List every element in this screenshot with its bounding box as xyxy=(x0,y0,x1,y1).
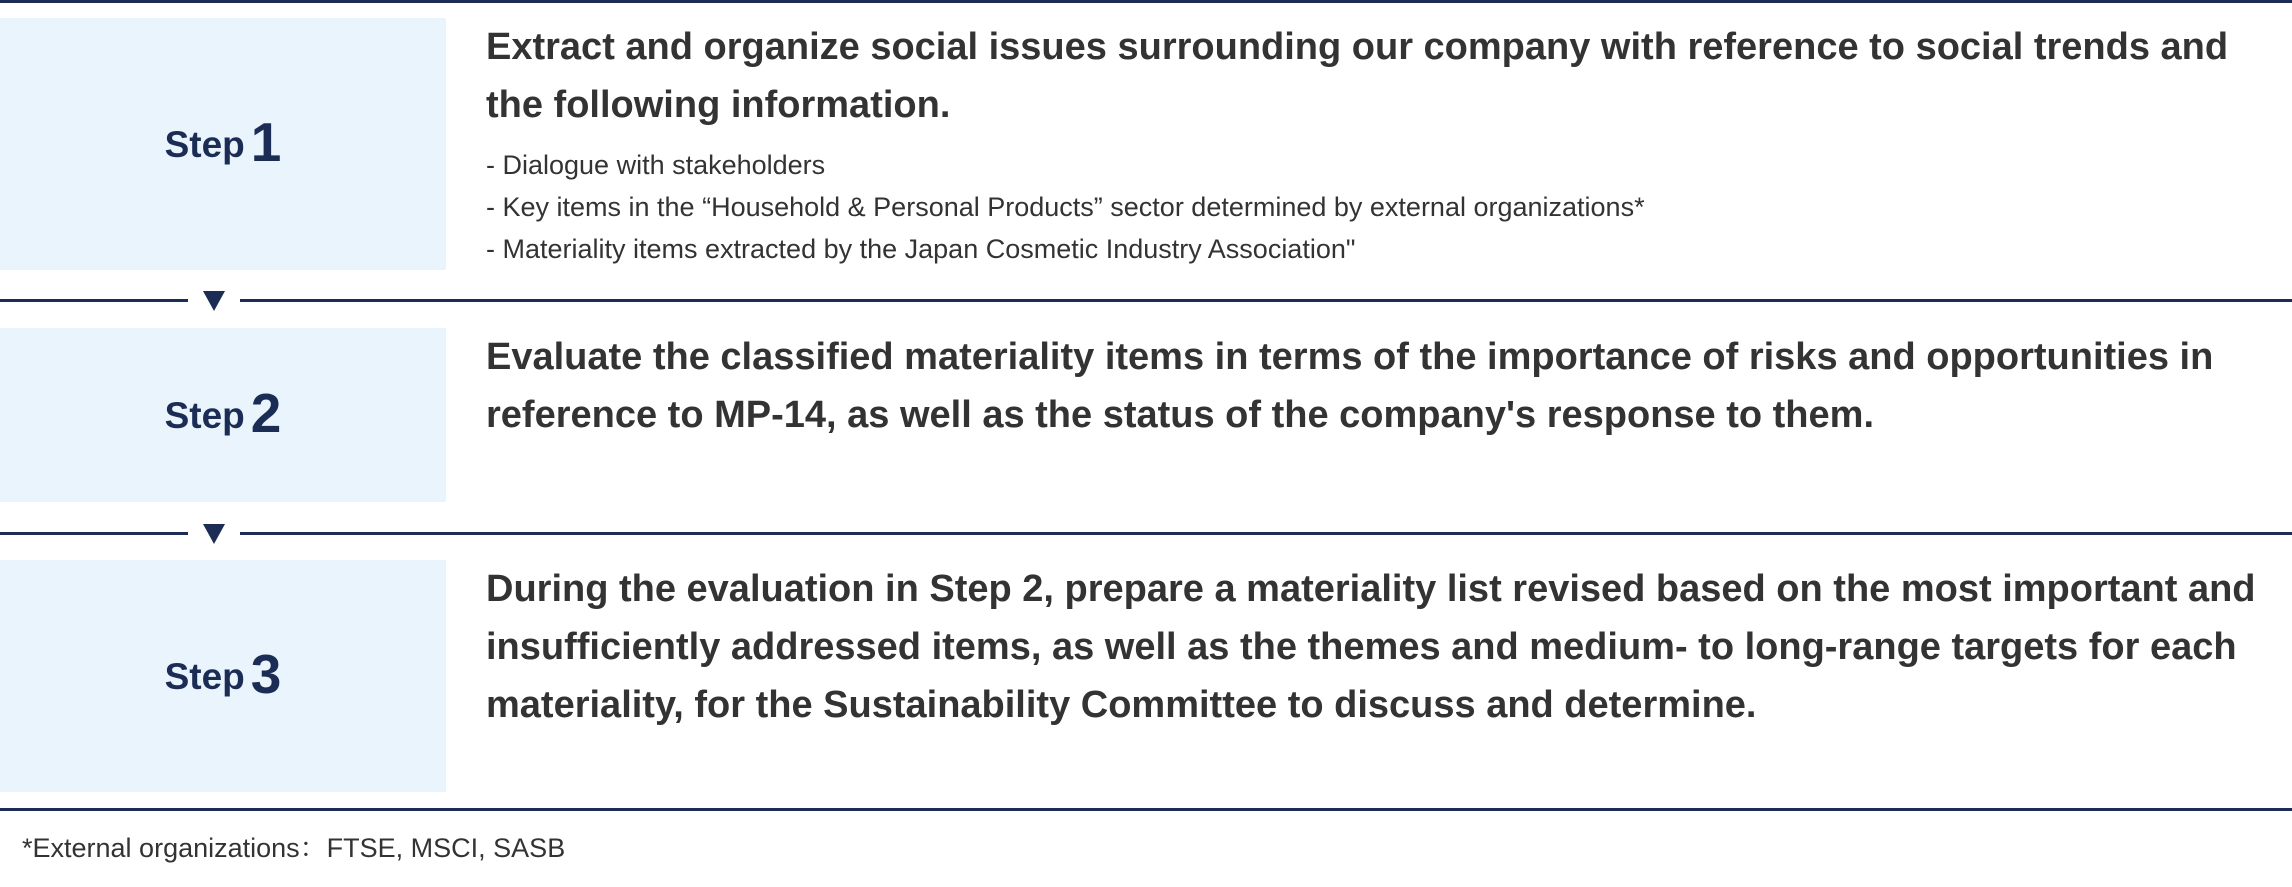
down-arrow-icon xyxy=(203,291,225,311)
footnote: *External organizations：FTSE, MSCI, SASB xyxy=(22,833,566,863)
divider-step1-step2 xyxy=(0,299,2292,302)
bottom-divider xyxy=(0,808,2292,811)
down-arrow-icon xyxy=(203,524,225,544)
step-number: 1 xyxy=(250,110,282,173)
list-item: - Dialogue with stakeholders xyxy=(486,150,826,180)
step-number: 2 xyxy=(250,381,282,444)
step-1-info-list xyxy=(486,144,2266,270)
step-1-description: Extract and organize social issues surrounding our company with reference to social trends and the following information. xyxy=(486,26,2229,126)
divider-step2-step3 xyxy=(0,532,2292,535)
list-item: - Key items in the “Household & Personal Products” sector determined by external organizations* xyxy=(486,192,1645,222)
step-word: Step xyxy=(164,655,245,697)
list-item: - Materiality items extracted by the Japan Cosmetic Industry Association" xyxy=(486,234,1356,264)
step-number: 3 xyxy=(250,642,282,705)
step-word: Step xyxy=(164,123,245,165)
top-divider xyxy=(0,0,2292,3)
step-3-label xyxy=(0,560,446,792)
step-1-label xyxy=(0,18,446,270)
step-2-description: Evaluate the classified materiality items in terms of the importance of risks and opportunities in reference to MP-14, as well as the status of the company's response to them. xyxy=(486,336,2214,436)
step-3-description: During the evaluation in Step 2, prepare a materiality list revised based on the most important and insufficiently addressed items, as well as the themes and medium- to long-range targets for each materiality, for the Sustainability Committee to discuss and determine. xyxy=(486,568,2256,726)
step-2-label xyxy=(0,328,446,502)
step-word: Step xyxy=(164,394,245,436)
